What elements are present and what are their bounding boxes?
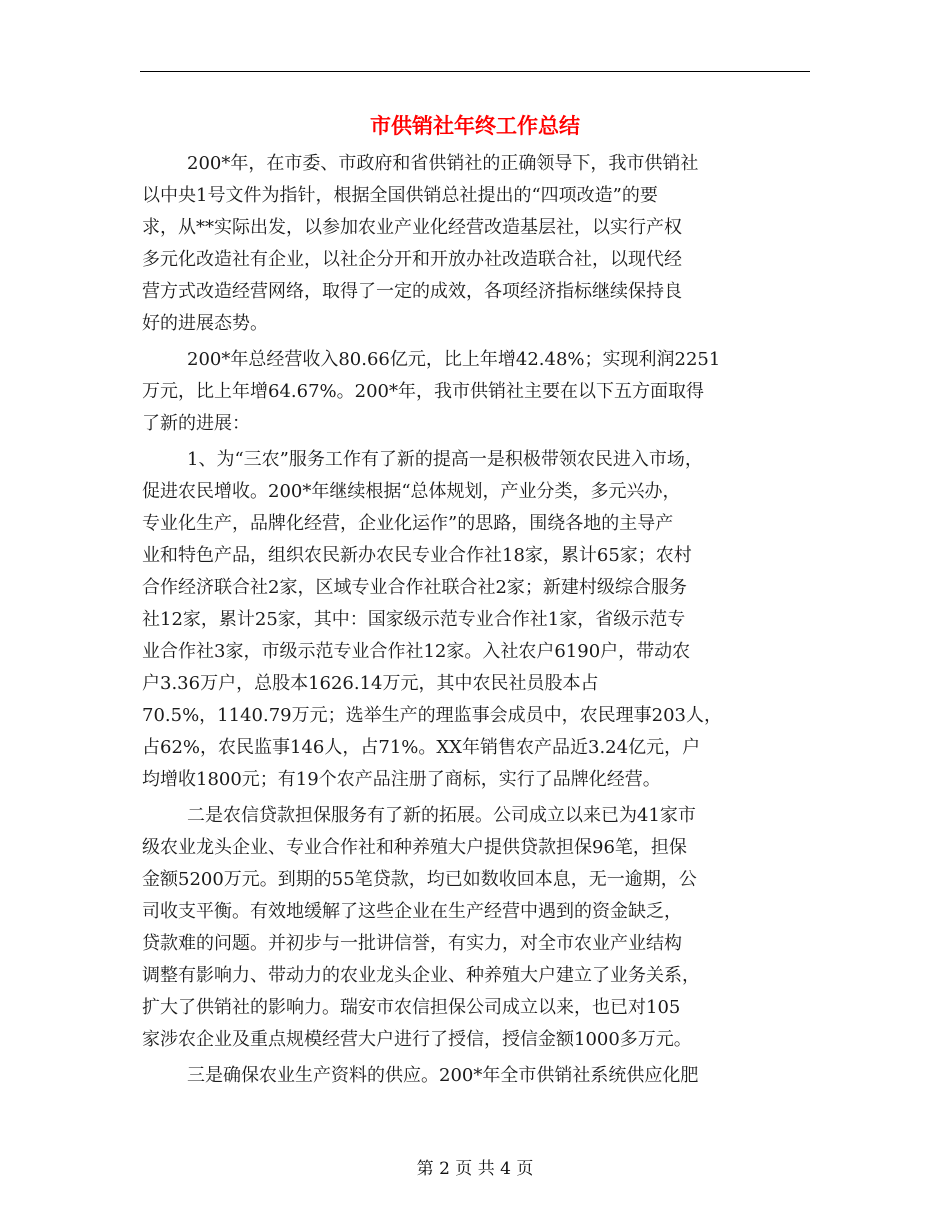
body-line: 社12家，累计25家，其中：国家级示范专业合作社1家，省级示范专 bbox=[142, 609, 686, 630]
body-line: 金额5200万元。到期的55笔贷款，均已如数收回本息，无一逾期，公 bbox=[142, 869, 697, 890]
body-line: 扩大了供销社的影响力。瑞安市农信担保公司成立以来，也已对105 bbox=[142, 997, 681, 1018]
body-line: 占62%，农民监事146人，占71%。XX年销售农产品近3.24亿元，户 bbox=[142, 737, 701, 758]
body-line: 贷款难的问题。并初步与一批讲信誉，有实力，对全市农业产业结构 bbox=[142, 933, 682, 954]
body-line: 1、为“三农”服务工作有了新的提高一是积极带领农民进入市场， bbox=[187, 449, 703, 470]
body-line: 以中央1号文件为指针，根据全国供销总社提出的“四项改造”的要 bbox=[142, 185, 658, 206]
document-title: 市供销社年终工作总结 bbox=[370, 113, 580, 138]
body-line: 业和特色产品，组织农民新办农民专业合作社18家，累计65家；农村 bbox=[142, 545, 692, 566]
body-line: 多元化改造社有企业，以社企分开和开放办社改造联合社，以现代经 bbox=[142, 249, 682, 270]
body-line: 好的进展态势。 bbox=[142, 313, 268, 334]
body-line: 促进农民增收。200*年继续根据“总体规划，产业分类，多元兴办， bbox=[142, 481, 681, 502]
header-rule bbox=[140, 71, 810, 72]
body-line: 调整有影响力、带动力的农业龙头企业、种养殖大户建立了业务关系， bbox=[142, 965, 700, 986]
body-line: 了新的进展： bbox=[142, 413, 250, 434]
body-line: 二是农信贷款担保服务有了新的拓展。公司成立以来已为41家市 bbox=[187, 805, 696, 826]
body-line: 司收支平衡。有效地缓解了这些企业在生产经营中遇到的资金缺乏， bbox=[142, 901, 682, 922]
body-line: 级农业龙头企业、专业合作社和种养殖大户提供贷款担保96笔，担保 bbox=[142, 837, 687, 858]
body-line: 家涉农企业及重点规模经营大户进行了授信，授信金额1000多万元。 bbox=[142, 1029, 692, 1050]
body-line: 均增收1800元；有19个农产品注册了商标，实行了品牌化经营。 bbox=[142, 769, 661, 790]
body-line: 专业化生产，品牌化经营，企业化运作”的思路，围绕各地的主导产 bbox=[142, 513, 674, 534]
page-footer: 第 2 页 共 4 页 bbox=[416, 1159, 534, 1179]
body-line: 三是确保农业生产资料的供应。200*年全市供销社系统供应化肥 bbox=[187, 1065, 699, 1086]
body-line: 合作经济联合社2家，区域专业合作社联合社2家；新建村级综合服务 bbox=[142, 577, 687, 598]
body-line: 200*年，在市委、市政府和省供销社的正确领导下，我市供销社 bbox=[187, 153, 699, 174]
body-line: 求，从**实际出发，以参加农业产业化经营改造基层社，以实行产权 bbox=[142, 217, 682, 238]
body-line: 万元，比上年增64.67%。200*年，我市供销社主要在以下五方面取得 bbox=[142, 381, 704, 402]
body-line: 户3.36万户，总股本1626.14万元，其中农民社员股本占 bbox=[142, 673, 599, 694]
body-line: 业合作社3家，市级示范专业合作社12家。入社农户6190户，带动农 bbox=[142, 641, 691, 662]
body-line: 70.5%，1140.79万元；选举生产的理监事会成员中，农民理事203人， bbox=[142, 705, 722, 726]
body-line: 营方式改造经营网络，取得了一定的成效，各项经济指标继续保持良 bbox=[142, 281, 682, 302]
body-line: 200*年总经营收入80.66亿元，比上年增42.48%；实现利润2251 bbox=[187, 349, 721, 370]
